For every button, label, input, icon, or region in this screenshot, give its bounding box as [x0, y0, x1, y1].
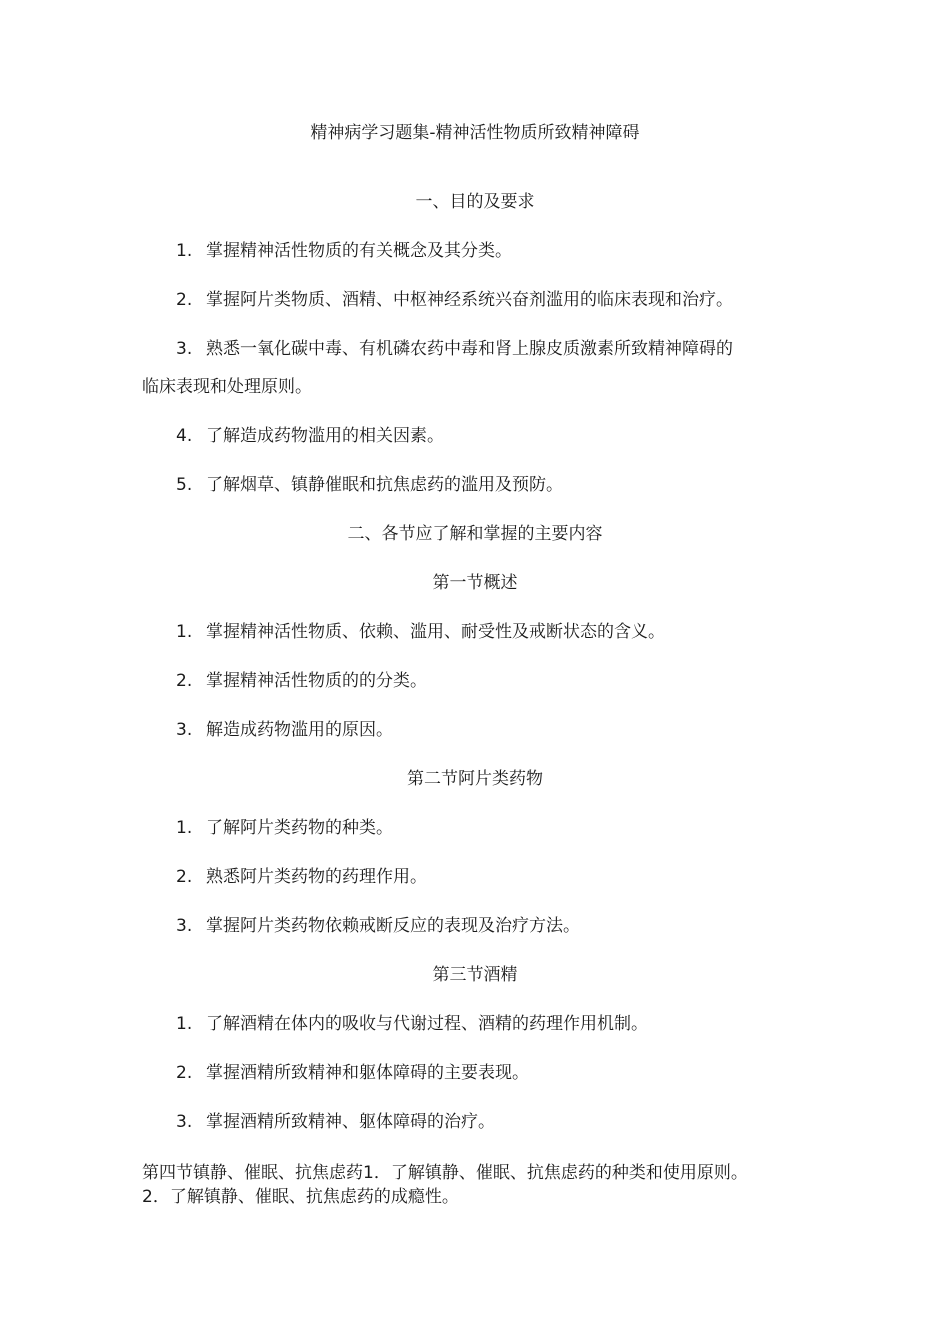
item-text: 了解酒精在体内的吸收与代谢过程、酒精的药理作用机制。 [206, 1014, 648, 1034]
objective-item [176, 240, 512, 262]
subsection-heading-alcohol: 第三节酒精 [432, 965, 518, 985]
list-item [176, 1062, 529, 1084]
item-text: 掌握阿片类物质、酒精、中枢神经系统兴奋剂滥用的临床表现和治疗。 [206, 290, 733, 310]
sedatives-paragraph-line-2: 2．了解镇静、催眠、抗焦虑药的成瘾性。 [142, 1187, 459, 1207]
sedatives-paragraph-line-1: 第四节镇静、催眠、抗焦虑药1．了解镇静、催眠、抗焦虑药的种类和使用原则。 [142, 1163, 748, 1183]
subsection-heading-opioids: 第二节阿片类药物 [407, 769, 543, 789]
objective-item [176, 289, 733, 311]
item-number: 3. [176, 916, 193, 936]
item-text: 掌握精神活性物质的的分类。 [206, 671, 427, 691]
item-text: 掌握精神活性物质的有关概念及其分类。 [206, 241, 512, 261]
item-number: 1. [176, 241, 193, 261]
list-item [176, 1111, 495, 1133]
list-item [176, 621, 665, 643]
list-item [176, 866, 427, 888]
item-number: 3. [176, 339, 193, 359]
item-number: 2. [176, 1063, 193, 1083]
item-text: 了解烟草、镇静催眠和抗焦虑药的滥用及预防。 [206, 475, 563, 495]
item-continuation: 临床表现和处理原则。 [142, 377, 312, 397]
item-number: 2. [176, 290, 193, 310]
item-number: 5. [176, 475, 193, 495]
objective-item [176, 474, 563, 496]
item-text: 掌握精神活性物质、依赖、滥用、耐受性及戒断状态的含义。 [206, 622, 665, 642]
item-text: 掌握酒精所致精神、躯体障碍的治疗。 [206, 1112, 495, 1132]
document-title: 精神病学习题集-精神活性物质所致精神障碍 [310, 123, 640, 143]
item-text: 熟悉阿片类药物的药理作用。 [206, 867, 427, 887]
item-number: 2. [176, 867, 193, 887]
item-number: 1. [176, 622, 193, 642]
item-text: 解造成药物滥用的原因。 [206, 720, 393, 740]
item-number: 3. [176, 1112, 193, 1132]
list-item [176, 719, 393, 741]
item-text: 掌握阿片类药物依赖戒断反应的表现及治疗方法。 [206, 916, 580, 936]
item-text: 掌握酒精所致精神和躯体障碍的主要表现。 [206, 1063, 529, 1083]
item-text: 了解阿片类药物的种类。 [206, 818, 393, 838]
item-number: 1. [176, 818, 193, 838]
item-number: 3. [176, 720, 193, 740]
objective-item [176, 338, 733, 360]
section-heading-objectives: 一、目的及要求 [415, 192, 535, 212]
objective-item [176, 425, 444, 447]
item-text: 熟悉一氧化碳中毒、有机磷农药中毒和肾上腺皮质激素所致精神障碍的 [206, 339, 733, 359]
item-number: 1. [176, 1014, 193, 1034]
section-heading-contents: 二、各节应了解和掌握的主要内容 [347, 524, 603, 544]
item-number: 2. [176, 671, 193, 691]
item-text: 了解造成药物滥用的相关因素。 [206, 426, 444, 446]
list-item [176, 915, 580, 937]
list-item [176, 670, 427, 692]
list-item [176, 817, 393, 839]
list-item [176, 1013, 648, 1035]
subsection-heading-overview: 第一节概述 [432, 573, 518, 593]
item-number: 4. [176, 426, 193, 446]
